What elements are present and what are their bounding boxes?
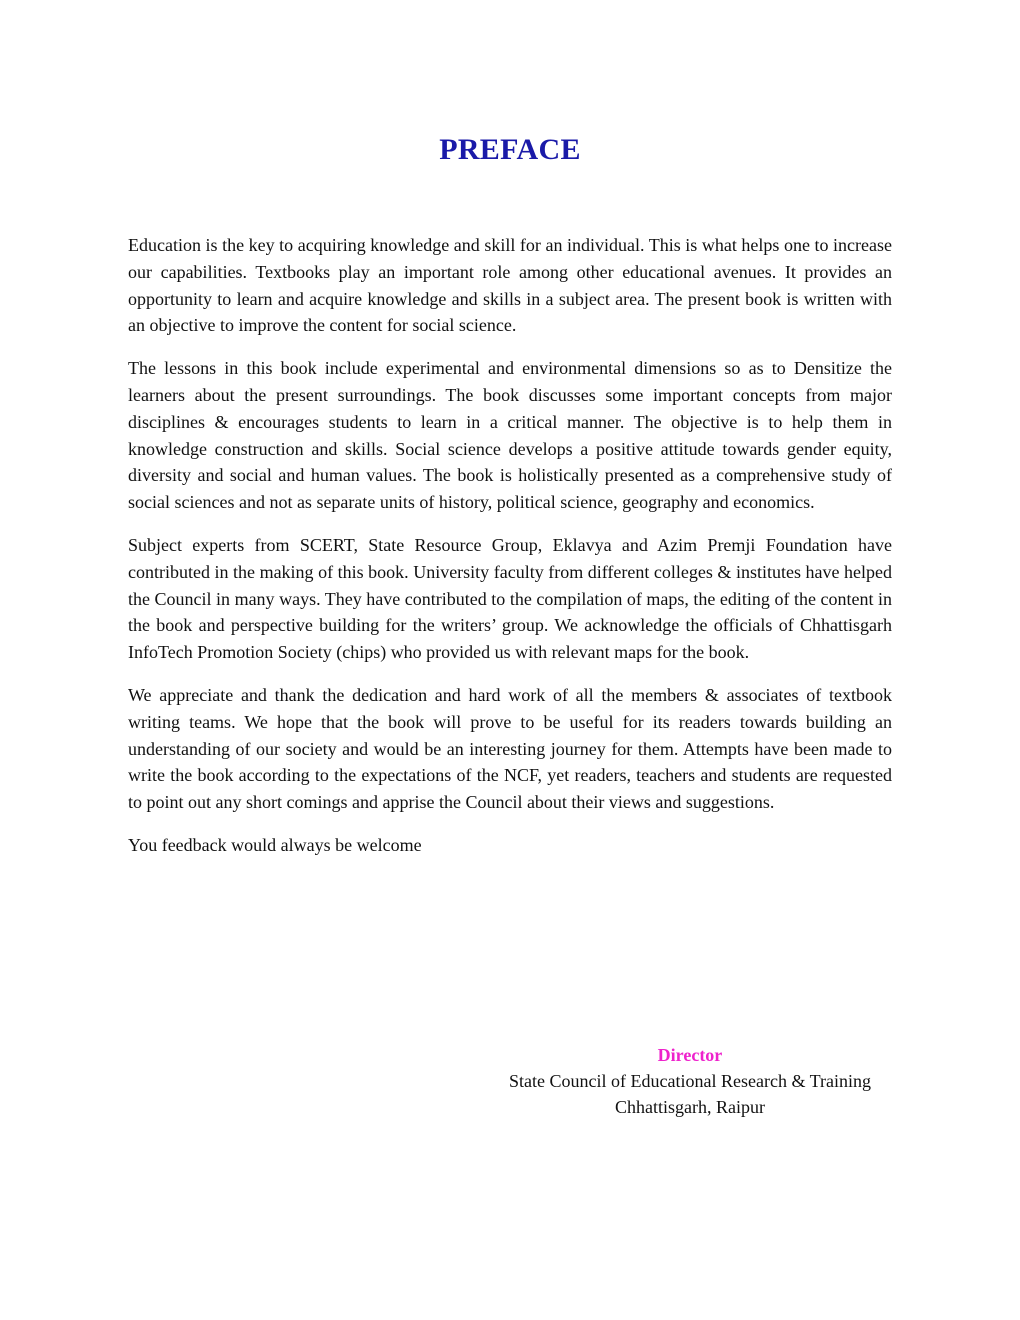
- paragraph-4: We appreciate and thank the dedication and hard work of all the members & associates of textbook writing teams. We hope that the book will prove to be useful for its readers towards building an understanding of our society and would be an interesting journey for them. Attempts have been made to write the book according to the expectations of the NCF, yet readers, teachers and students are requested to point out any short comings and apprise the Council about their views and suggestions.: [128, 684, 892, 813]
- paragraph-2: The lessons in this book include experimental and environmental dimensions so as to Densitize the learners about the present surroundings. The book discusses some important concepts from major disciplines & encourages students to learn in a critical manner. The objective is to help them in knowledge construction and skills. Social science develops a positive attitude towards gender equity, diversity and social and human values. The book is holistically presented as a comprehensive study of social sciences and not as separate units of history, political science, geography and economics.: [128, 358, 892, 513]
- signature-block: [500, 1042, 880, 1120]
- paragraph-5: You feedback would always be welcome: [128, 834, 422, 855]
- preface-body: [128, 232, 892, 875]
- signature-location: Chhattisgarh, Raipur: [615, 1097, 765, 1117]
- signature-organization: State Council of Educational Research & Training: [509, 1071, 871, 1091]
- page-title: PREFACE: [439, 133, 581, 166]
- signature-role: Director: [657, 1045, 723, 1065]
- paragraph-3: Subject experts from SCERT, State Resource Group, Eklavya and Azim Premji Foundation have contributed in the making of this book. University faculty from different colleges & institutes have helped the Council in many ways. They have contributed to the compilation of maps, the editing of the content in the book and perspective building for the writers’ group. We acknowledge the officials of Chhattisgarh InfoTech Promotion Society (chips) who provided us with relevant maps for the book.: [128, 534, 892, 663]
- paragraph-1: Education is the key to acquiring knowledge and skill for an individual. This is what helps one to increase our capabilities. Textbooks play an important role among other educational avenues. It provides an opportunity to learn and acquire knowledge and skills in a subject area. The present book is written with an objective to improve the content for social science.: [128, 235, 892, 336]
